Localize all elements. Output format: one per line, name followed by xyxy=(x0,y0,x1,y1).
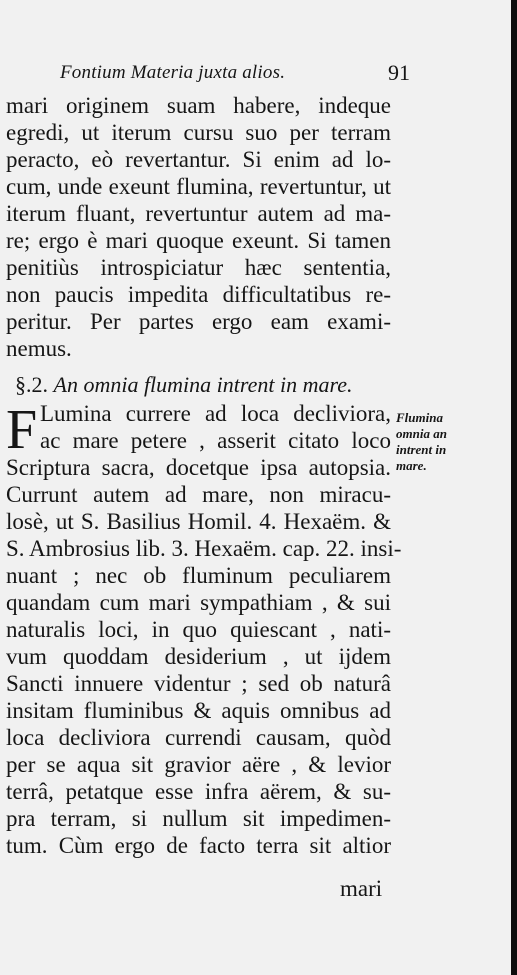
text-line: tum. Cùm ergo de facto terra sit altior xyxy=(6,833,391,858)
marginal-note-line: intrent in xyxy=(396,442,447,457)
text-line: vum quoddam desiderium , ut ijdem xyxy=(6,644,391,669)
text-line: penitiùs introspiciatur hæc sententia, xyxy=(6,255,391,280)
text-line: insitam fluminibus & aquis omnibus ad xyxy=(6,698,391,723)
text-line: terrâ, petatque esse infra aërem, & su- xyxy=(6,779,391,804)
text-line: losè, ut S. Basilius Homil. 4. Hexaëm. & xyxy=(6,509,391,534)
catchword: mari xyxy=(340,876,383,901)
section-heading xyxy=(15,372,353,398)
text-line: iterum fluant, revertuntur autem ad ma- xyxy=(6,201,391,226)
section-title: An omnia flumina intrent in mare. xyxy=(53,372,353,397)
text-line: per se aqua sit gravior aëre , & levior xyxy=(6,752,391,777)
text-line: Currunt autem ad mare, non miracu- xyxy=(6,482,391,507)
text-line: re; ergo è mari quoque exeunt. Si tamen xyxy=(6,228,391,253)
marginal-note-line: Flumina xyxy=(396,410,443,425)
text-line: mari originem suam habere, indeque xyxy=(6,93,391,118)
text-line: peracto, eò revertantur. Si enim ad lo- xyxy=(6,147,391,172)
text-line: S. Ambrosius lib. 3. Hexaëm. cap. 22. insi- xyxy=(6,536,402,561)
text-line: ac mare petere , asserit citato loco xyxy=(40,428,391,453)
section-number: §.2. xyxy=(15,372,48,397)
text-line: nuant ; nec ob fluminum peculiarem xyxy=(6,563,391,588)
text-line: quandam cum mari sympathiam , & sui xyxy=(6,590,391,615)
marginal-note-line: mare. xyxy=(396,458,427,473)
text-line: egredi, ut iterum cursu suo per terram xyxy=(6,120,391,145)
text-line: Sancti innuere videntur ; sed ob naturâ xyxy=(6,671,391,696)
marginal-note-line: omnia an xyxy=(396,426,447,441)
book-spine-edge xyxy=(511,0,517,975)
text-line: peritur. Per partes ergo eam exami- xyxy=(6,309,391,334)
page-number: 91 xyxy=(388,60,410,85)
text-line: cum, unde exeunt flumina, revertuntur, ut xyxy=(6,174,391,199)
drop-capital: F xyxy=(6,399,38,461)
text-line: naturalis loci, in quo quiescant , nati- xyxy=(6,617,391,642)
text-line: nemus. xyxy=(6,336,72,361)
text-line: pra terram, si nullum sit impedimen- xyxy=(6,806,391,831)
text-line: Lumina currere ad loca decliviora, xyxy=(40,401,391,426)
text-line: Scriptura sacra, docetque ipsa autopsia. xyxy=(6,455,391,480)
page-header xyxy=(60,62,410,88)
running-title: Fontium Materia juxta alios. xyxy=(60,62,286,83)
marginal-note xyxy=(396,410,506,474)
text-line: non paucis impedita difficultatibus re- xyxy=(6,282,391,307)
text-line: loca decliviora currendi causam, quòd xyxy=(6,725,391,750)
